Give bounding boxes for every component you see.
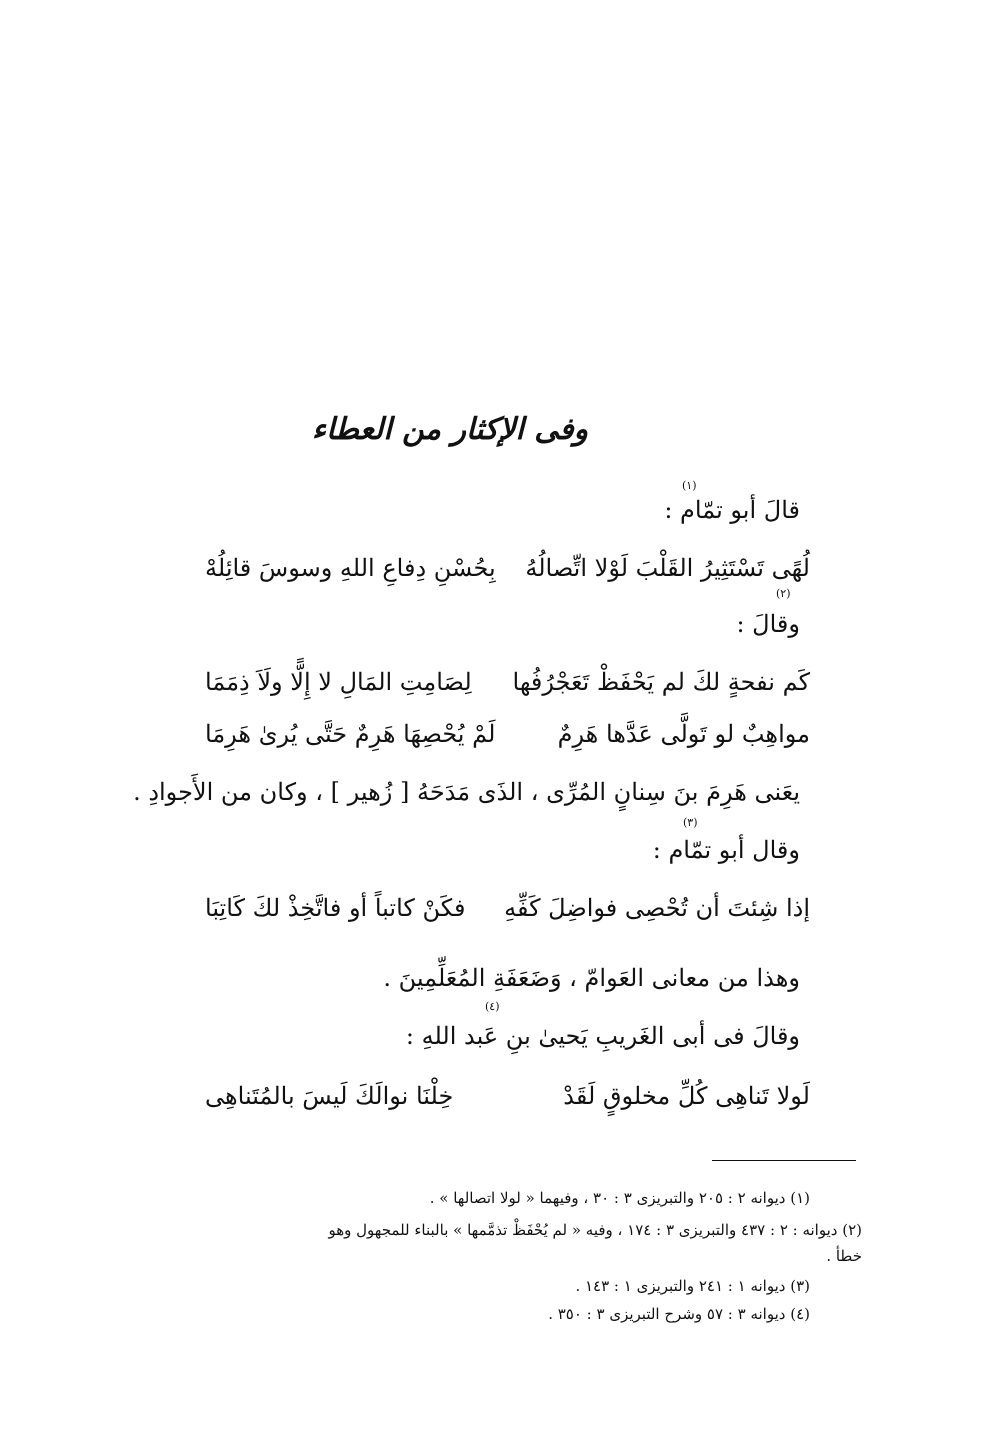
footnote-4: (٤) ديوانه ٣ : ٥٧ وشرح التبريزى ٣ : ٣٥٠ .: [548, 1305, 810, 1323]
footnote-2: (٢) ديوانه : ٢ : ٤٣٧ والتبريزى ٣ : ١٧٤ ، وفيه « لم يُحْفَظْ تذمَّمها » بالبناء للمجهول وهو: [328, 1221, 862, 1239]
footnote-marker-2: (٢): [776, 587, 791, 600]
footnote-marker-3: (٣): [683, 816, 698, 829]
section-heading: وفى الإكثار من العطاء: [311, 412, 589, 447]
verse-2-first-hemistich: كَم نفحةٍ لكَ لم يَحْفَظْ تَعَجْرُفُها: [512, 668, 810, 696]
verse-5-first-hemistich: لَولا تَناهِى كُلِّ مخلوقٍ لَقَدْ: [563, 1082, 810, 1110]
footnote-2-continuation: خطأ .: [826, 1247, 862, 1265]
intro-line-1: قالَ أبو تمّام :: [664, 496, 800, 524]
verse-3-first-hemistich: مواهِبٌ لو تَولَّى عَدَّها هَرِمٌ: [557, 720, 810, 748]
verse-2-second-hemistich: لِصَامِتِ المَالِ لا إِلًّا ولَاَ ذِمَمَا: [205, 668, 472, 696]
verse-5-second-hemistich: خِلْنَا نوالَكَ لَيسَ بالمُتَناهِى: [205, 1082, 454, 1110]
footnote-separator: [712, 1160, 856, 1161]
verse-4-second-hemistich: فكَنْ كاتباً أو فاتَّخِذْ لكَ كَاتِبَا: [205, 894, 466, 922]
commentary-paragraph-2: وهذا من معانى العَوامّ ، وَضَعَفَةِ المُعَلِّمِينَ .: [383, 964, 800, 992]
footnote-3: (٣) ديوانه ١ : ٢٤١ والتبريزى ١ : ١٤٣ .: [575, 1277, 810, 1295]
intro-line-4: وقالَ فى أبى الغَريبِ يَحيىٰ بنِ عَبد اللهِ :: [405, 1022, 800, 1050]
commentary-paragraph-1: يعَنى هَرِمَ بنَ سِنانٍ المُرِّى ، الذَى مَدَحَهُ [ زُهير ] ، وكان من الأَجوادِ .: [133, 778, 800, 806]
footnote-marker-4: (٤): [485, 1000, 500, 1013]
footnote-marker-1: (١): [682, 479, 697, 492]
verse-1-second-hemistich: بِحُسْنِ دِفاعِ اللهِ وسوسَ قائِلُهْ: [205, 554, 496, 582]
verse-3-second-hemistich: لَمْ يُحْصِهَا هَرِمٌ حَتَّى يُرىٰ هَرِمَا: [205, 720, 496, 748]
verse-4-first-hemistich: إذا شِئتَ أن تُحْصِى فواضِلَ كَفِّهِ: [504, 894, 810, 922]
footnote-1: (١) ديوانه ٢ : ٢٠٥ والتبريزى ٣ : ٣٠ ، وفيهما « لولا اتصالها » .: [429, 1189, 810, 1207]
intro-line-2: وقالَ :: [736, 610, 800, 638]
intro-line-3: وقال أبو تمّام :: [652, 836, 800, 864]
verse-1-first-hemistich: لُهًى تَسْتَثِيرُ القَلْبَ لَوْلا اتِّصالُهُ: [525, 554, 810, 582]
